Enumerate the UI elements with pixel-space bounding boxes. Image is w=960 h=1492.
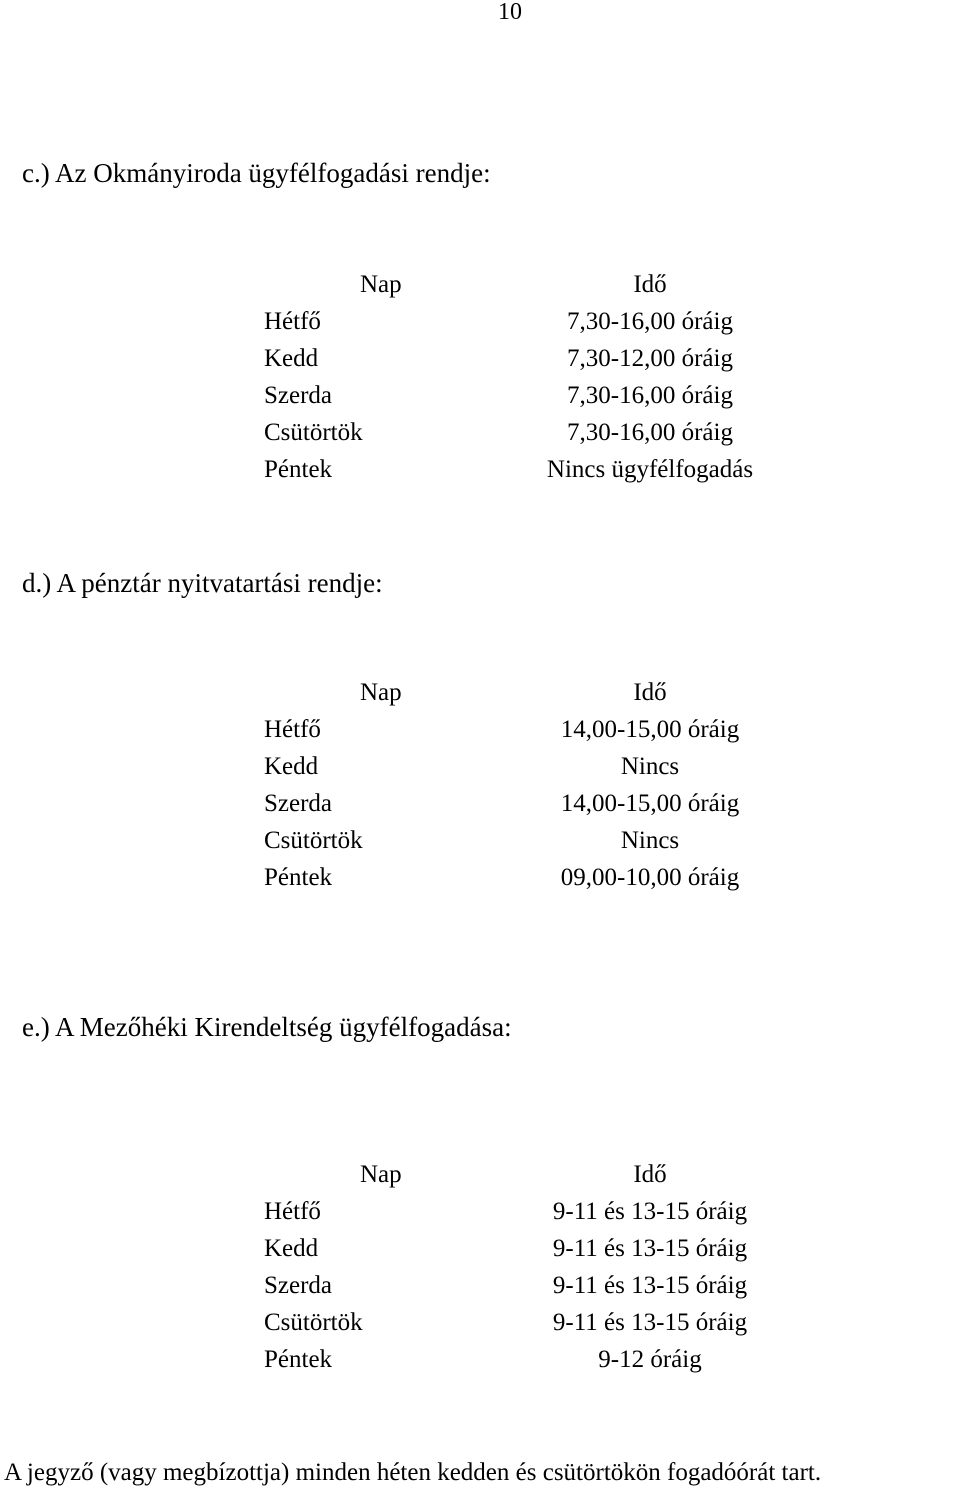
- time-cell: 7,30-12,00 óráig: [567, 345, 733, 372]
- time-cell: 7,30-16,00 óráig: [567, 308, 733, 335]
- schedule-row: [0, 754, 960, 791]
- day-cell: Péntek: [264, 864, 333, 891]
- day-cell: Kedd: [264, 753, 319, 780]
- time-cell: 9-11 és 13-15 óráig: [552, 1198, 748, 1225]
- schedule-header-row: [0, 272, 960, 309]
- day-cell: Csütörtök: [264, 419, 363, 446]
- schedule-row: [0, 1347, 960, 1384]
- column-header-day: Nap: [360, 1161, 402, 1188]
- schedule-row: [0, 346, 960, 383]
- schedule-table-okmanyiroda: [0, 272, 960, 494]
- day-cell: Hétfő: [264, 308, 321, 335]
- schedule-header-row: [0, 680, 960, 717]
- day-cell: Kedd: [264, 1235, 319, 1262]
- schedule-row: [0, 791, 960, 828]
- day-cell: Csütörtök: [264, 1309, 363, 1336]
- time-cell: 9-11 és 13-15 óráig: [552, 1235, 748, 1262]
- schedule-row: [0, 1199, 960, 1236]
- time-cell: 7,30-16,00 óráig: [567, 419, 733, 446]
- day-cell: Szerda: [264, 1272, 333, 1299]
- time-cell: Nincs ügyfélfogadás: [546, 456, 754, 483]
- day-cell: Szerda: [264, 790, 333, 817]
- schedule-row: [0, 457, 960, 494]
- time-cell: Nincs: [620, 827, 680, 854]
- time-cell: 7,30-16,00 óráig: [567, 382, 733, 409]
- time-cell: Nincs: [620, 753, 680, 780]
- time-cell: 9-11 és 13-15 óráig: [552, 1272, 748, 1299]
- schedule-row: [0, 717, 960, 754]
- page-number: 10: [498, 0, 522, 25]
- section-heading-penztar: d.) A pénztár nyitvatartási rendje:: [22, 568, 383, 598]
- column-header-day: Nap: [360, 271, 402, 298]
- schedule-row: [0, 1310, 960, 1347]
- day-cell: Szerda: [264, 382, 333, 409]
- schedule-row: [0, 1273, 960, 1310]
- section-heading-mezoheki-kirendeltseg: e.) A Mezőhéki Kirendeltség ügyfélfogadása:: [22, 1012, 512, 1042]
- section-heading-okmanyiroda: c.) Az Okmányiroda ügyfélfogadási rendje:: [22, 158, 491, 188]
- schedule-header-row: [0, 1162, 960, 1199]
- schedule-table-penztar: [0, 680, 960, 902]
- day-cell: Péntek: [264, 456, 333, 483]
- day-cell: Kedd: [264, 345, 319, 372]
- schedule-row: [0, 1236, 960, 1273]
- footer-note: A jegyző (vagy megbízottja) minden héten kedden és csütörtökön fogadóórát tart.: [4, 1459, 822, 1486]
- day-cell: Péntek: [264, 1346, 333, 1373]
- column-header-time: Idő: [633, 271, 667, 298]
- time-cell: 9-11 és 13-15 óráig: [552, 1309, 748, 1336]
- schedule-row: [0, 383, 960, 420]
- column-header-time: Idő: [633, 1161, 667, 1188]
- schedule-row: [0, 828, 960, 865]
- column-header-day: Nap: [360, 679, 402, 706]
- time-cell: 14,00-15,00 óráig: [560, 790, 740, 817]
- time-cell: 09,00-10,00 óráig: [560, 864, 740, 891]
- day-cell: Hétfő: [264, 1198, 321, 1225]
- time-cell: 9-12 óráig: [598, 1346, 702, 1373]
- day-cell: Hétfő: [264, 716, 321, 743]
- schedule-row: [0, 309, 960, 346]
- schedule-table-mezoheki-kirendeltseg: [0, 1162, 960, 1384]
- column-header-time: Idő: [633, 679, 667, 706]
- schedule-row: [0, 865, 960, 902]
- day-cell: Csütörtök: [264, 827, 363, 854]
- schedule-row: [0, 420, 960, 457]
- time-cell: 14,00-15,00 óráig: [560, 716, 740, 743]
